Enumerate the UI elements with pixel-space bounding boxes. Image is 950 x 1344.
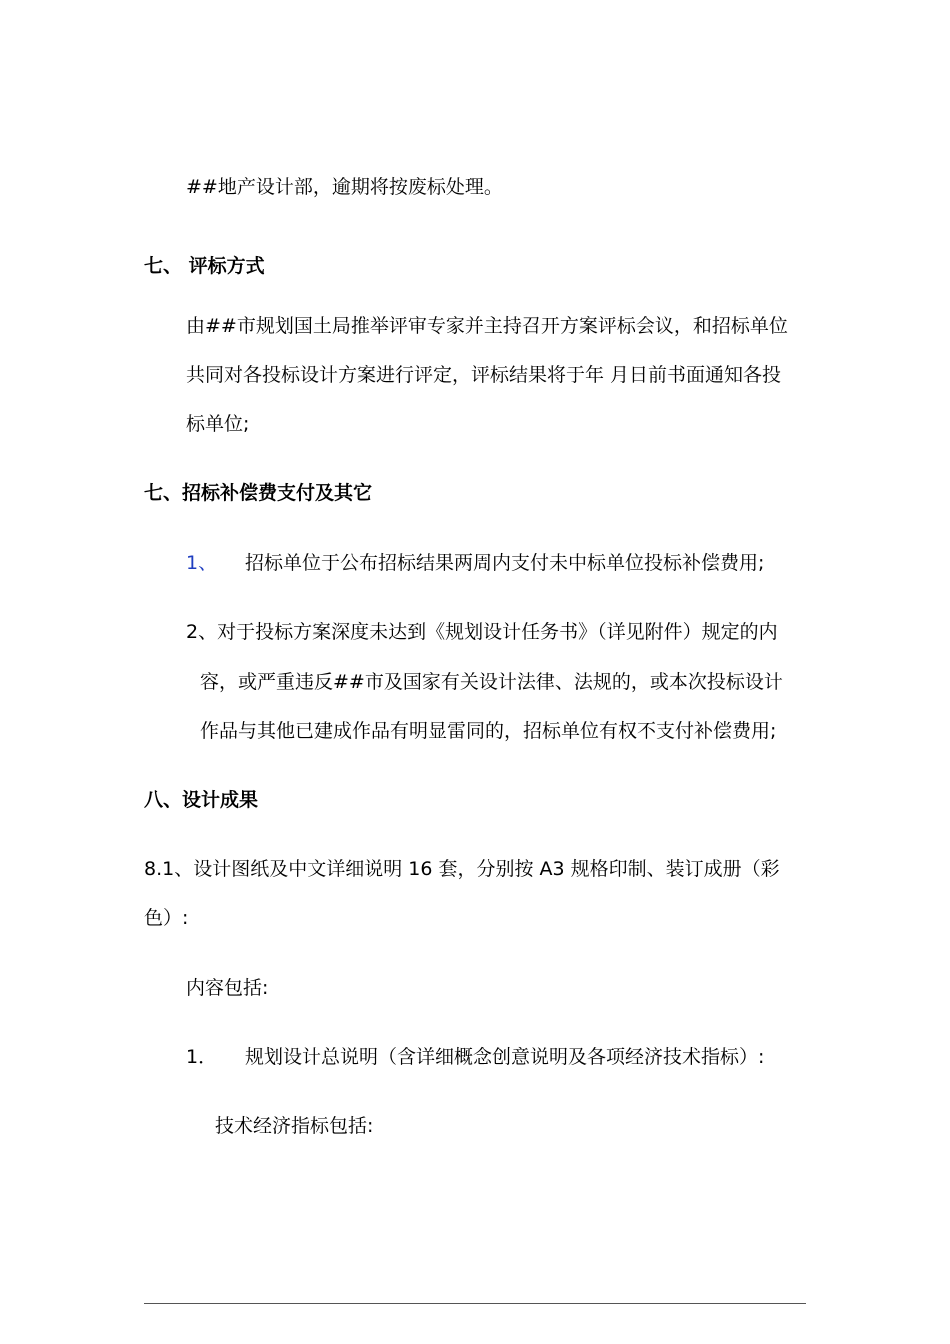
section-heading: 七、 评标方式: [144, 255, 265, 277]
body-text-line: 内容包括:: [186, 977, 269, 999]
list-number: 1、: [186, 552, 218, 574]
section-heading: 八、设计成果: [144, 789, 259, 811]
list-number: 1．: [186, 1046, 218, 1068]
list-item-text: 2、对于投标方案深度未达到《规划设计任务书》（详见附件）规定的内: [186, 621, 778, 643]
body-text-line: 色）:: [144, 907, 189, 929]
body-text-line: 标单位;: [186, 413, 250, 435]
list-item-text: 招标单位于公布招标结果两周内支付未中标单位投标补偿费用;: [245, 552, 765, 574]
body-text-line: 由##市规划国土局推举评审专家并主持召开方案评标会议，和招标单位: [186, 315, 788, 337]
list-item-text: 作品与其他已建成作品有明显雷同的，招标单位有权不支付补偿费用;: [200, 720, 777, 742]
body-text-line: 技术经济指标包括:: [215, 1115, 374, 1137]
body-text-line: 共同对各投标设计方案进行评定，评标结果将于年 月日前书面通知各投: [186, 364, 782, 386]
body-text-line: 8.1、设计图纸及中文详细说明 16 套，分别按 A3 规格印制、装订成册（彩: [144, 858, 780, 880]
body-text-line: ##地产设计部，逾期将按废标处理。: [186, 176, 503, 198]
section-heading: 七、招标补偿费支付及其它: [144, 482, 373, 504]
list-item-text: 容，或严重违反##市及国家有关设计法律、法规的，或本次投标设计: [200, 671, 783, 693]
list-item-text: 规划设计总说明（含详细概念创意说明及各项经济技术指标）:: [245, 1046, 765, 1068]
footer-divider: [144, 1303, 806, 1304]
